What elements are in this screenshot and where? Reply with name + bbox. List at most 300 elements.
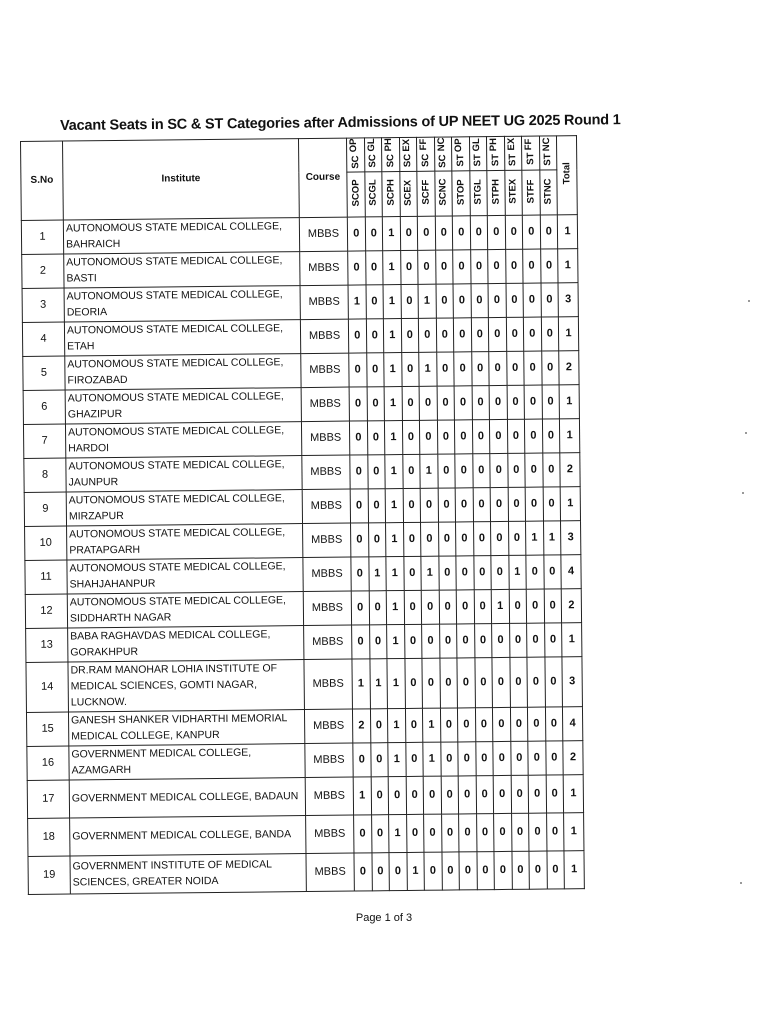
cell-stop: 0	[458, 742, 476, 776]
table-header	[21, 136, 578, 221]
cell-stex: 1	[508, 555, 526, 589]
cell-scgl: 1	[368, 557, 386, 591]
institute-line: GHAZIPUR	[67, 408, 123, 421]
cell-stgl: 0	[476, 814, 494, 852]
cell-stgl: 0	[474, 624, 492, 658]
institute-line: MIRZAPUR	[68, 510, 124, 523]
cell-institute	[67, 524, 303, 560]
cell-scph: 1	[386, 522, 404, 556]
cell-scgl: 0	[371, 777, 389, 815]
cell-scnc: 0	[436, 284, 454, 318]
institute-line: AZAMGARH	[71, 764, 132, 777]
cell-stff: 0	[526, 589, 544, 623]
cell-scff: 0	[421, 590, 439, 624]
institute-line: AUTONOMOUS STATE MEDICAL COLLEGE,	[69, 526, 286, 541]
cell-scff: 0	[422, 658, 440, 708]
cell-stgl: 0	[476, 852, 494, 890]
table-row	[23, 385, 579, 425]
cell-scgl: 0	[368, 523, 386, 557]
cell-scop: 0	[350, 455, 368, 489]
cell-scph: 1	[388, 742, 406, 776]
cell-stnc: 0	[540, 215, 558, 249]
cell-stnc: 0	[542, 385, 560, 419]
cell-stph: 0	[492, 657, 510, 707]
cell-stph: 0	[492, 623, 510, 657]
cell-stop: 0	[457, 658, 475, 708]
cell-stph: 0	[487, 215, 505, 249]
cell-total: 1	[558, 317, 578, 351]
cell-stnc: 0	[546, 851, 564, 889]
table-row	[23, 351, 579, 391]
cell-scnc: 0	[441, 852, 459, 890]
institute-line: AUTONOMOUS STATE MEDICAL COLLEGE,	[68, 492, 285, 507]
cell-stgl: 0	[474, 658, 492, 708]
institute-line: LUCKNOW.	[70, 696, 127, 709]
cell-scex: 0	[402, 454, 420, 488]
header-institute: Institute	[63, 139, 300, 220]
cell-scff: 1	[418, 284, 436, 318]
cell-stff: 0	[524, 351, 542, 385]
cell-course: MBBS	[304, 625, 352, 660]
cell-scop: 2	[352, 709, 370, 743]
cell-total: 1	[564, 851, 584, 889]
header-category-stgl	[469, 137, 487, 171]
cell-course: MBBS	[300, 319, 348, 354]
cell-stff: 0	[524, 419, 542, 453]
scan-speck	[745, 432, 747, 434]
institute-line: MEDICAL SCIENCES, GOMTI NAGAR,	[70, 678, 258, 693]
cell-stff: 0	[527, 707, 545, 741]
institute-line: AUTONOMOUS STATE MEDICAL COLLEGE,	[69, 594, 286, 609]
cell-scff: 0	[420, 488, 438, 522]
cell-stex: 0	[505, 215, 523, 249]
header-category-stff	[521, 136, 539, 170]
cell-total: 2	[561, 589, 581, 623]
header-category-full-stex	[504, 170, 522, 215]
cell-scff: 1	[421, 556, 439, 590]
cell-scex: 0	[405, 742, 423, 776]
category-code: EX	[400, 138, 412, 152]
cell-stgl: 0	[473, 522, 491, 556]
cell-scop: 0	[354, 853, 372, 891]
cell-scex: 0	[404, 624, 422, 658]
cell-scop: 0	[350, 489, 368, 523]
cell-scff: 0	[418, 250, 436, 284]
institute-line: FIROZABAD	[67, 374, 128, 387]
table-row	[25, 521, 581, 561]
cell-scgl: 0	[365, 251, 383, 285]
cell-scop: 0	[349, 387, 367, 421]
header-category-scop	[346, 138, 364, 172]
cell-stnc: 0	[543, 487, 561, 521]
header-category-full-stnc	[539, 170, 557, 215]
cell-sno: 13	[26, 628, 68, 662]
category-full-code: SCPH	[384, 179, 397, 206]
cell-total: 3	[561, 521, 581, 555]
category-code: PH	[383, 138, 395, 152]
cell-stex: 0	[506, 317, 524, 351]
cell-scgl: 0	[370, 743, 388, 777]
cell-stex: 0	[511, 775, 529, 813]
category-group: ST	[472, 154, 484, 167]
cell-institute	[66, 490, 302, 526]
table-row	[22, 249, 578, 289]
cell-stgl: 0	[475, 742, 493, 776]
cell-stop: 0	[456, 556, 474, 590]
cell-stnc: 0	[542, 453, 560, 487]
cell-stgl: 0	[473, 556, 491, 590]
cell-sno: 8	[24, 458, 66, 492]
total-label: Total	[561, 162, 573, 185]
cell-stop: 0	[453, 284, 471, 318]
cell-scnc: 0	[437, 420, 455, 454]
category-group: ST	[542, 153, 554, 166]
cell-stgl: 0	[473, 488, 491, 522]
cell-stex: 0	[510, 741, 528, 775]
cell-stph: 0	[494, 813, 512, 851]
cell-stff: 0	[525, 487, 543, 521]
cell-stgl: 0	[472, 386, 490, 420]
institute-line: GOVERNMENT INSTITUTE OF MEDICAL	[72, 858, 272, 873]
cell-scop: 0	[347, 217, 365, 251]
cell-scff: 0	[419, 386, 437, 420]
cell-stex: 0	[509, 589, 527, 623]
header-course: Course	[298, 138, 347, 217]
cell-stex: 0	[509, 657, 527, 707]
category-code: NC	[435, 137, 447, 152]
cell-total: 1	[557, 215, 577, 249]
category-code: GL	[365, 138, 377, 152]
cell-sno: 19	[28, 856, 70, 894]
cell-stff: 0	[523, 249, 541, 283]
cell-stop: 0	[454, 386, 472, 420]
table-row	[22, 283, 578, 323]
institute-line: AUTONOMOUS STATE MEDICAL COLLEGE,	[65, 220, 283, 235]
header-category-scex	[399, 137, 417, 171]
cell-course: MBBS	[303, 557, 351, 592]
cell-scop: 0	[352, 625, 370, 659]
institute-line: GORAKHPUR	[70, 646, 139, 659]
cell-stff: 0	[528, 775, 546, 813]
cell-total: 1	[559, 385, 579, 419]
cell-sno: 11	[25, 560, 67, 594]
cell-stph: 0	[489, 351, 507, 385]
cell-scop: 0	[349, 353, 367, 387]
category-group: ST	[507, 153, 519, 166]
cell-scph: 1	[385, 488, 403, 522]
category-code: OP	[348, 138, 360, 153]
category-code: PH	[488, 137, 500, 152]
category-full-code: SCNC	[437, 178, 449, 206]
table-row	[25, 589, 581, 629]
category-group: SC	[419, 153, 431, 167]
cell-scph: 1	[383, 250, 401, 284]
cell-scnc: 0	[436, 352, 454, 386]
cell-scnc: 0	[435, 216, 453, 250]
cell-institute	[69, 743, 305, 779]
cell-stex: 0	[508, 487, 526, 521]
table-row	[27, 775, 583, 819]
category-group: SC	[349, 155, 361, 169]
cell-stex: 0	[509, 623, 527, 657]
cell-scnc: 0	[441, 776, 459, 814]
cell-sno: 7	[23, 424, 65, 458]
cell-institute	[64, 286, 300, 322]
institute-line: AUTONOMOUS STATE MEDICAL COLLEGE,	[66, 288, 283, 303]
cell-stgl: 0	[471, 284, 489, 318]
cell-stnc: 0	[543, 555, 561, 589]
institute-line: DEORIA	[66, 306, 108, 319]
institute-line: DR.RAM MANOHAR LOHIA INSTITUTE OF	[70, 662, 278, 677]
cell-stnc: 0	[542, 419, 560, 453]
cell-scex: 0	[400, 250, 418, 284]
cell-scex: 0	[403, 556, 421, 590]
cell-stph: 0	[491, 521, 509, 555]
cell-institute	[63, 218, 299, 254]
cell-scff: 1	[422, 708, 440, 742]
cell-scgl: 0	[367, 455, 385, 489]
cell-stff: 1	[526, 521, 544, 555]
cell-stph: 1	[491, 589, 509, 623]
cell-scph: 1	[384, 386, 402, 420]
cell-stop: 0	[457, 624, 475, 658]
cell-scnc: 0	[435, 250, 453, 284]
cell-institute	[70, 853, 306, 893]
cell-scgl: 0	[367, 387, 385, 421]
category-full-code: SCGL	[367, 179, 379, 206]
cell-scgl: 0	[365, 217, 383, 251]
cell-stnc: 0	[545, 707, 563, 741]
cell-scff: 1	[423, 742, 441, 776]
cell-scex: 0	[400, 216, 418, 250]
category-code: FF	[523, 138, 535, 150]
cell-institute	[64, 252, 300, 288]
cell-stop: 0	[457, 708, 475, 742]
cell-scgl: 0	[367, 421, 385, 455]
cell-scop: 1	[353, 777, 371, 815]
cell-scex: 0	[402, 420, 420, 454]
cell-total: 1	[564, 813, 584, 851]
cell-scgl: 0	[369, 625, 387, 659]
cell-stnc: 0	[546, 813, 564, 851]
cell-course: MBBS	[306, 853, 354, 892]
institute-line: SIDDHARTH NAGAR	[69, 611, 172, 625]
cell-stph: 0	[493, 741, 511, 775]
cell-scnc: 0	[437, 454, 455, 488]
document-title: Vacant Seats in SC & ST Categories after Admissions of UP NEET UG 2025 Round 1	[60, 112, 621, 134]
cell-sno: 6	[23, 390, 65, 424]
header-category-full-scph	[382, 171, 400, 216]
category-group: ST	[489, 153, 501, 167]
cell-stgl: 0	[476, 776, 494, 814]
cell-course: MBBS	[306, 815, 354, 854]
cell-stop: 0	[453, 318, 471, 352]
cell-stph: 0	[490, 453, 508, 487]
category-code: GL	[470, 137, 482, 152]
cell-stnc: 0	[541, 283, 559, 317]
cell-scph: 0	[388, 776, 406, 814]
category-full-code: STFF	[524, 179, 537, 204]
cell-scff: 0	[421, 522, 439, 556]
category-code: FF	[418, 138, 430, 151]
cell-scnc: 0	[437, 386, 455, 420]
institute-line: GANESH SHANKER VIDHARTHI MEMORIAL	[71, 712, 288, 727]
cell-scff: 0	[424, 852, 442, 890]
cell-scex: 0	[403, 488, 421, 522]
header-category-stop	[451, 137, 469, 171]
cell-total: 1	[558, 249, 578, 283]
cell-stff: 0	[523, 317, 541, 351]
cell-scph: 1	[382, 216, 400, 250]
cell-course: MBBS	[302, 489, 350, 524]
cell-stnc: 0	[540, 249, 558, 283]
header-category-stph	[486, 136, 504, 170]
cell-course: MBBS	[301, 421, 349, 456]
cell-total: 4	[561, 555, 581, 589]
cell-scgl: 0	[371, 853, 389, 891]
institute-line: SHAHJAHANPUR	[69, 578, 156, 591]
institute-line: MEDICAL COLLEGE, KANPUR	[71, 729, 220, 743]
cell-scph: 1	[387, 624, 405, 658]
cell-scop: 0	[351, 591, 369, 625]
cell-stph: 0	[493, 775, 511, 813]
cell-stex: 0	[505, 249, 523, 283]
header-category-full-scgl	[364, 172, 382, 217]
cell-stph: 0	[490, 487, 508, 521]
cell-scnc: 0	[440, 708, 458, 742]
category-group: ST	[524, 152, 536, 166]
institute-line: AUTONOMOUS STATE MEDICAL COLLEGE,	[68, 458, 285, 473]
cell-stex: 0	[506, 283, 524, 317]
cell-institute	[67, 591, 303, 627]
cell-stph: 0	[489, 385, 507, 419]
cell-stff: 0	[529, 813, 547, 851]
cell-stff: 0	[527, 623, 545, 657]
cell-scex: 0	[402, 386, 420, 420]
cell-scnc: 0	[439, 658, 457, 708]
cell-scnc: 0	[441, 814, 459, 852]
cell-stex: 0	[507, 419, 525, 453]
cell-total: 2	[560, 453, 580, 487]
cell-stop: 0	[456, 590, 474, 624]
cell-scff: 0	[423, 776, 441, 814]
cell-total: 3	[562, 657, 583, 707]
cell-scph: 1	[384, 352, 402, 386]
cell-scgl: 0	[366, 353, 384, 387]
cell-scnc: 0	[439, 624, 457, 658]
cell-scop: 1	[352, 659, 370, 709]
cell-scex: 0	[401, 284, 419, 318]
cell-sno: 16	[27, 746, 69, 780]
cell-scph: 1	[386, 556, 404, 590]
cell-stgl: 0	[471, 318, 489, 352]
institute-line: BAHRAICH	[66, 238, 121, 251]
page-number: Page 1 of 3	[355, 912, 413, 924]
cell-scnc: 0	[436, 318, 454, 352]
cell-scph: 1	[384, 420, 402, 454]
cell-total: 1	[562, 623, 582, 657]
cell-total: 3	[558, 283, 578, 317]
cell-stph: 0	[492, 707, 510, 741]
table-row	[24, 453, 580, 493]
cell-course: MBBS	[305, 743, 353, 778]
cell-stff: 0	[524, 385, 542, 419]
cell-course: MBBS	[300, 251, 348, 286]
cell-course: MBBS	[302, 455, 350, 490]
header-row-top	[21, 136, 577, 176]
header-category-full-scnc	[434, 171, 452, 216]
cell-course: MBBS	[303, 523, 351, 558]
cell-stop: 0	[453, 250, 471, 284]
institute-line: AUTONOMOUS STATE MEDICAL COLLEGE,	[67, 390, 284, 405]
header-category-stnc	[539, 136, 557, 170]
cell-scex: 0	[404, 658, 422, 708]
cell-stop: 0	[456, 522, 474, 556]
category-group: SC	[367, 154, 379, 169]
institute-line: PRATAPGARH	[69, 544, 141, 557]
cell-total: 2	[563, 741, 583, 775]
cell-scex: 0	[401, 318, 419, 352]
cell-institute	[68, 659, 305, 711]
cell-scex: 0	[406, 776, 424, 814]
table-row	[28, 851, 584, 895]
cell-stex: 0	[510, 707, 528, 741]
category-group: SC	[402, 154, 414, 168]
cell-scph: 1	[389, 814, 407, 852]
cell-institute	[65, 354, 301, 390]
cell-scnc: 0	[440, 742, 458, 776]
cell-institute	[64, 320, 300, 356]
cell-stop: 0	[454, 352, 472, 386]
category-full-code: SCOP	[349, 179, 362, 207]
cell-scph: 1	[383, 318, 401, 352]
cell-stop: 0	[459, 852, 477, 890]
cell-scgl: 0	[370, 709, 388, 743]
cell-institute	[68, 625, 304, 661]
table-row	[22, 317, 578, 357]
category-full-code: STNC	[542, 177, 554, 204]
scan-speck	[748, 300, 750, 302]
cell-stff: 0	[525, 453, 543, 487]
cell-stop: 0	[455, 454, 473, 488]
table-row	[26, 623, 582, 663]
cell-scex: 0	[403, 522, 421, 556]
institute-line: AUTONOMOUS STATE MEDICAL COLLEGE,	[67, 424, 285, 439]
header-category-full-scop	[347, 172, 365, 217]
header-category-full-stph	[487, 170, 505, 215]
cell-stgl: 0	[471, 352, 489, 386]
category-full-code: STEX	[507, 178, 519, 204]
cell-institute	[69, 777, 305, 817]
header-category-full-scex	[399, 171, 417, 216]
cell-scop: 0	[354, 815, 372, 853]
category-full-code: SCEX	[402, 179, 414, 206]
institute-line: HARDOI	[68, 442, 110, 455]
cell-stex: 0	[511, 851, 529, 889]
category-code: OP	[453, 137, 465, 152]
header-category-full-scff	[417, 171, 435, 216]
cell-scff: 0	[417, 216, 435, 250]
header-category-full-stff	[522, 170, 540, 215]
cell-scph: 0	[389, 852, 407, 890]
cell-scgl: 0	[371, 815, 389, 853]
cell-stop: 0	[452, 216, 470, 250]
cell-stex: 0	[507, 453, 525, 487]
cell-stnc: 0	[544, 589, 562, 623]
category-group: ST	[454, 154, 466, 167]
cell-total: 1	[563, 775, 583, 813]
table-row	[27, 741, 583, 781]
